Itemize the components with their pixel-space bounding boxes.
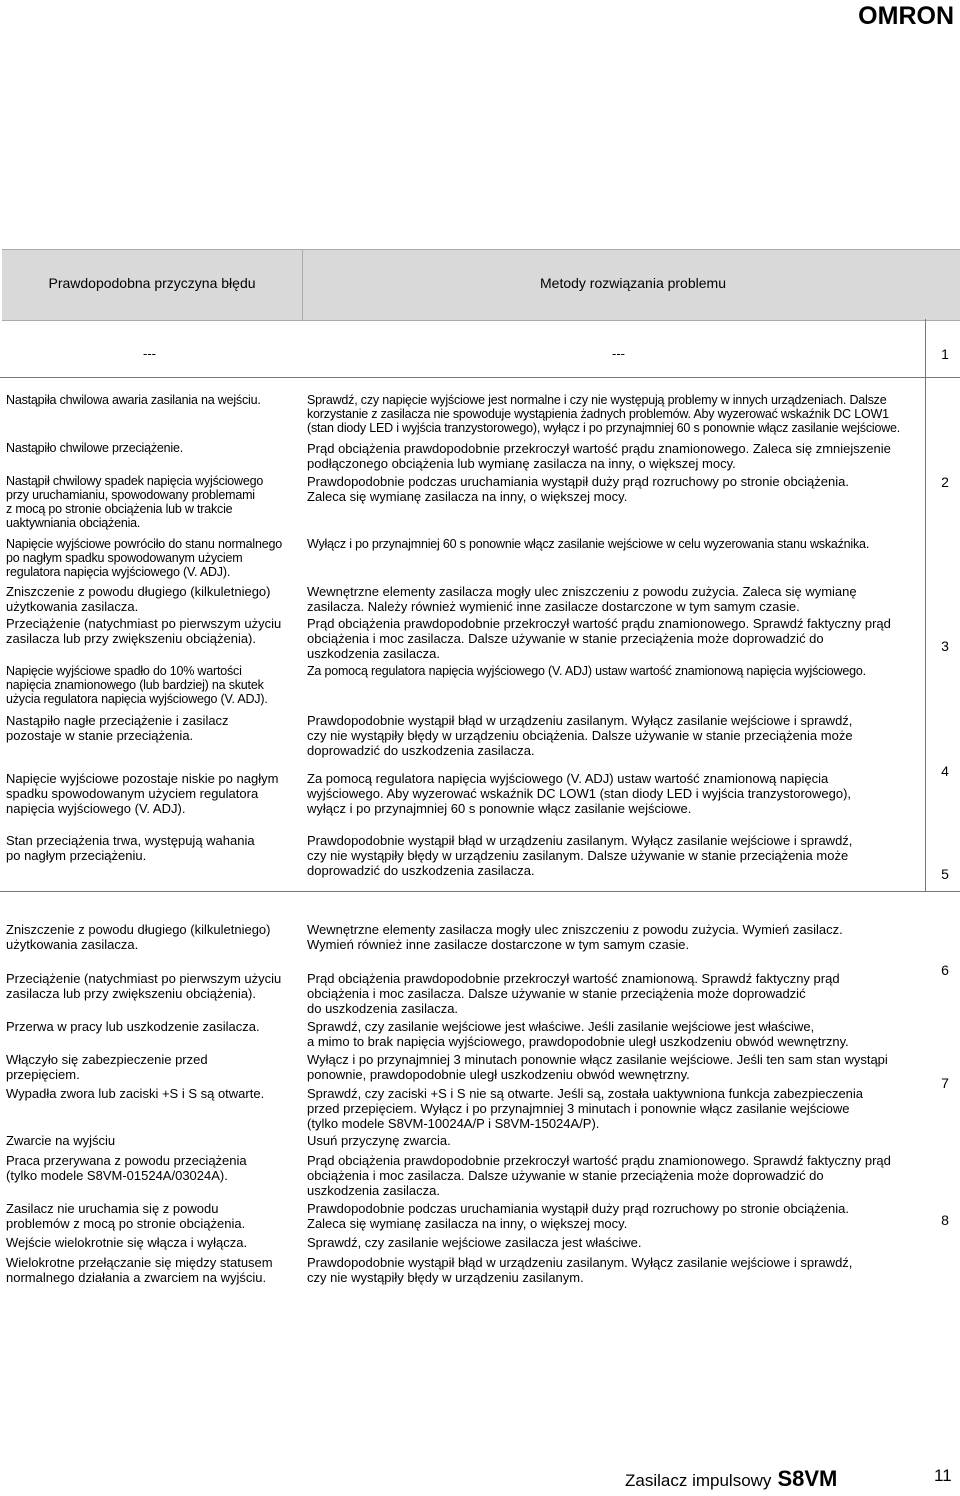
group-number: 3 (941, 638, 949, 654)
header-cause: Prawdopodobna przyczyna błędu (48, 275, 256, 291)
cause-text: Napięcie wyjściowe pozostaje niskie po nagłym spadku spowodowanym użyciem regulatora napięcia wyjściowego (V. ADJ). (6, 771, 279, 816)
remedy-text: Za pomocą regulatora napięcia wyjściowego (V. ADJ) ustaw wartość znamionową napięcia wyjściowego. (307, 664, 866, 678)
cause-text: Napięcie wyjściowe powróciło do stanu normalnego po nagłym spadku spowodowanym użyciem regulatora napięcia wyjściowego (V. ADJ). (6, 537, 282, 579)
remedy-text: Prawdopodobnie podczas uruchamiania wystąpił duży prąd rozruchowy po stronie obciążenia. Zaleca się wymianę zasilacza na inny, o większej mocy. (307, 1201, 849, 1231)
cause-text: Stan przeciążenia trwa, występują wahania po nagłym przeciążeniu. (6, 833, 255, 863)
cause-text: Wejście wielokrotnie się włącza i wyłącza. (6, 1235, 248, 1250)
cause-text: Nastąpiło chwilowe przeciążenie. (6, 441, 184, 455)
cause-text: Nastąpił chwilowy spadek napięcia wyjściowego przy uruchamianiu, spowodowany problemami z mocą po stronie obciążenia lub w trakcie uaktywniania obciążenia. (6, 474, 264, 530)
dash-remedy: --- (612, 346, 625, 361)
group-number: 6 (941, 962, 949, 978)
remedy-text: Usuń przyczynę zwarcia. (307, 1133, 451, 1148)
cause-text: Zniszczenie z powodu długiego (kilkuletniego) użytkowania zasilacza. (6, 922, 271, 952)
cause-text: Przerwa w pracy lub uszkodzenie zasilacza. (6, 1019, 260, 1034)
group-number: 8 (941, 1212, 949, 1228)
remedy-text: Sprawdź, czy zasilanie wejściowe jest właściwe. Jeśli zasilanie wejściowe jest właściwe, a mimo to brak napięcia wyjściowego, prawdopodobnie uległ uszkodzeniu obwód wewnętrzny. (307, 1019, 849, 1049)
group-number: 4 (941, 763, 949, 779)
remedy-text: Wewnętrzne elementy zasilacza mogły ulec zniszczeniu z powodu zużycia. Wymień zasilacz. Wymień również inne zasilacze dostarczone w tym samym czasie. (307, 922, 843, 952)
remedy-text: Prąd obciążenia prawdopodobnie przekroczył wartość prądu znamionowego. Sprawdź faktyczny prąd obciążenia i moc zasilacza. Dalsze używanie w stanie przeciążenia może doprowadzić do uszkodzenia zasilacza. (307, 616, 891, 661)
group-number: 1 (941, 346, 949, 362)
page-number: 11 (934, 1466, 952, 1485)
cause-text: Zasilacz nie uruchamia się z powodu problemów z mocą po stronie obciążenia. (6, 1201, 246, 1231)
cause-text: Nastąpiła chwilowa awaria zasilania na wejściu. (6, 393, 261, 407)
cause-text: Praca przerywana z powodu przeciążenia (tylko modele S8VM-01524A/03024A). (6, 1153, 247, 1183)
remedy-text: Prąd obciążenia prawdopodobnie przekroczył wartość prądu znamionowego. Zaleca się zmniejszenie podłączonego obciążenia lub wymianę zasilacza na inny, o większej mocy. (307, 441, 891, 471)
cause-text: Przeciążenie (natychmiast po pierwszym użyciu zasilacza lub przy zwiększeniu obciążenia). (6, 971, 282, 1001)
cause-text: Wielokrotne przełączanie się między statusem normalnego działania a zwarciem na wyjściu. (6, 1255, 273, 1285)
group-number: 5 (941, 866, 949, 882)
cause-text: Nastąpiło nagłe przeciążenie i zasilacz pozostaje w stanie przeciążenia. (6, 713, 229, 743)
remedy-text: Wyłącz i po przynajmniej 3 minutach ponownie włącz zasilanie wejściowe. Jeśli ten sam stan wystąpi ponownie, prawdopodobnie uległ uszkodzeniu obwód wewnętrzny. (307, 1052, 888, 1082)
remedy-text: Prawdopodobnie podczas uruchamiania wystąpił duży prąd rozruchowy po stronie obciążenia. Zaleca się wymianę zasilacza na inny, o większej mocy. (307, 474, 849, 504)
remedy-text: Prąd obciążenia prawdopodobnie przekroczył wartość znamionową. Sprawdź faktyczny prąd obciążenia i moc zasilacza. Dalsze używanie w stanie przeciążenia może doprowadzić do uszkodzenia zasilacza. (307, 971, 840, 1016)
remedy-text: Wyłącz i po przynajmniej 60 s ponownie włącz zasilanie wejściowe w celu wyzerowania stanu wskaźnika. (307, 537, 870, 551)
cause-text: Włączyło się zabezpieczenie przed przepięciem. (6, 1052, 208, 1082)
remedy-text: Prąd obciążenia prawdopodobnie przekroczył wartość prądu znamionowego. Sprawdź faktyczny prąd obciążenia i moc zasilacza. Dalsze używanie w stanie przeciążenia może doprowadzić do uszkodzenia zasilacza. (307, 1153, 891, 1198)
cause-text: Przeciążenie (natychmiast po pierwszym użyciu zasilacza lub przy zwiększeniu obciążenia). (6, 616, 282, 646)
remedy-text: Sprawdź, czy zasilanie wejściowe zasilacza jest właściwe. (307, 1235, 642, 1250)
group-number: 2 (941, 474, 949, 490)
header-remedy: Metody rozwiązania problemu (540, 275, 726, 291)
footer-title (625, 1466, 837, 1492)
cause-text: Napięcie wyjściowe spadło do 10% wartości napięcia znamionowego (lub bardziej) na skutek użycia regulatora napięcia wyjściowego (V. ADJ). (6, 664, 268, 706)
remedy-text: Prawdopodobnie wystąpił błąd w urządzeniu zasilanym. Wyłącz zasilanie wejściowe i sprawdź, czy nie wystąpiły błędy w urządzeniu zasilanym. Dalsze używanie w stanie przeciążenia może doprowadzić do uszkodzenia zasilacza. (307, 833, 853, 878)
cause-text: Wypadła zwora lub zaciski +S i S są otwarte. (6, 1086, 265, 1101)
cause-text: Zniszczenie z powodu długiego (kilkuletniego) użytkowania zasilacza. (6, 584, 271, 614)
omron-logo: OMRON (858, 2, 954, 30)
remedy-text: Wewnętrzne elementy zasilacza mogły ulec zniszczeniu z powodu zużycia. Zaleca się wymianę zasilacza. Należy również wymienić inne zasilacze dostarczone w tym samym czasie. (307, 584, 857, 614)
remedy-text: Sprawdź, czy zaciski +S i S nie są otwarte. Jeśli są, została uaktywniona funkcja zabezpieczenia przed przepięciem. Wyłącz i po przynajmniej 3 minutach i ponownie włącz zasilanie wejściowe (tylko modele S8VM-10024A/P i S8VM-15024A/P). (307, 1086, 864, 1131)
footer-model: S8VM (777, 1466, 838, 1491)
footer-title-text: Zasilacz impulsowy (625, 1471, 772, 1490)
dash-cause: --- (143, 346, 156, 361)
group-number: 7 (941, 1075, 949, 1091)
remedy-text: Za pomocą regulatora napięcia wyjściowego (V. ADJ) ustaw wartość znamionową napięcia wyjściowego. Aby wyzerować wskaźnik DC LOW1 (stan diody LED i wyjścia tranzystorowego), wyłącz i po przynajmniej 60 s ponownie włącz zasilanie wejściowe. (307, 771, 852, 816)
table-header (2, 249, 960, 321)
remedy-text: Sprawdź, czy napięcie wyjściowe jest normalne i czy nie występują problemy w innych urządzeniach. Dalsze korzystanie z zasilacza nie spowoduje wystąpienia żadnych problemów. Aby wyzerować wskaźnik DC LOW1 (stan diody LED i wyjścia tranzystorowego), wyłącz i po przynajmniej 60 s ponownie włącz zasilanie wejściowe. (307, 393, 901, 435)
remedy-text: Prawdopodobnie wystąpił błąd w urządzeniu zasilanym. Wyłącz zasilanie wejściowe i sprawdź, czy nie wystąpiły błędy w urządzeniu zasilanym. (307, 1255, 853, 1285)
cause-text: Zwarcie na wyjściu (6, 1133, 116, 1148)
remedy-text: Prawdopodobnie wystąpił błąd w urządzeniu zasilanym. Wyłącz zasilanie wejściowe i sprawdź, czy nie wystąpiły błędy w urządzeniu obciążenia. Dalsze używanie w stanie przeciążenia może doprowadzić do uszkodzenia zasilacza. (307, 713, 853, 758)
